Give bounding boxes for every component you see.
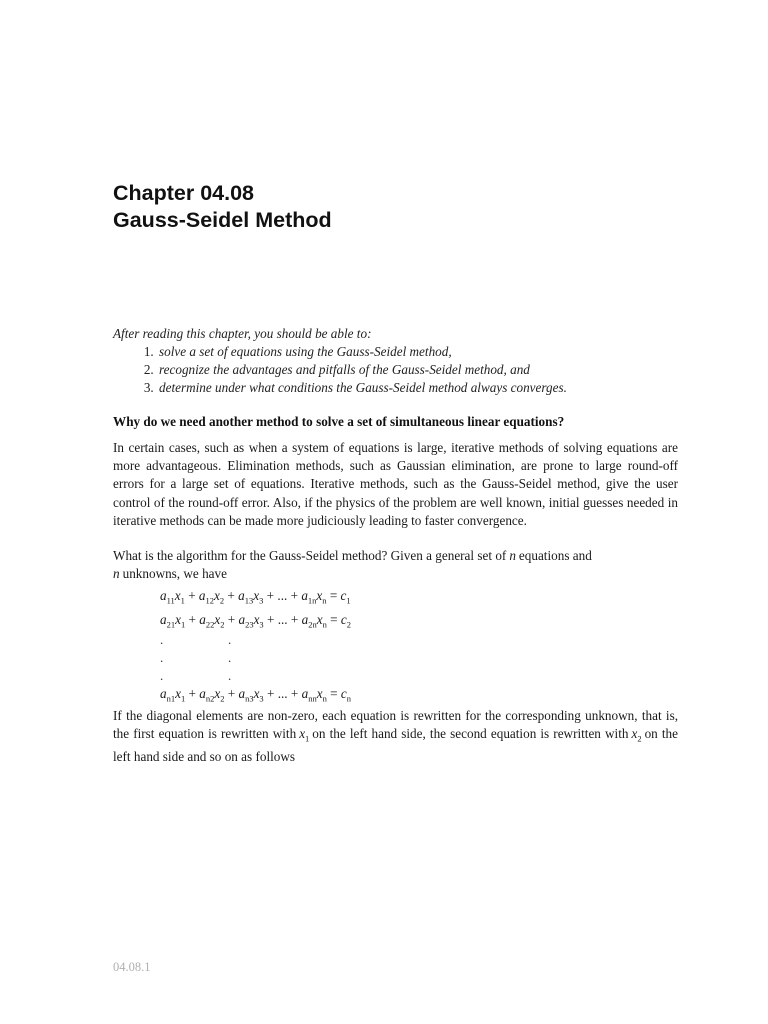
equation-row-2: $a_{21}x_1 + a_{22}x_2 + a_{23}x_3$ + ... + $a_{2n}x_n = c_2$ [160, 612, 351, 630]
objectives-intro: After reading this chapter, you should be able to: [113, 326, 372, 341]
paragraph-rewrite [113, 707, 678, 766]
paragraph-motivation: In certain cases, such as when a system of equations is large, iterative methods of solving equations are more advantageous. Elimination methods, such as Gaussian elimination, are prone to large round-off errors for a large set of equations. Iterative methods, such as the Gauss-Seidel method, give the user control of the round-off error. Also, if the physics of the problem are well known, initial guesses needed in iterative methods can be made more judiciously leading to faster convergence. [113, 440, 678, 528]
chapter-heading [113, 180, 332, 234]
paragraph-algorithm [113, 547, 678, 583]
variable-n: n [113, 566, 120, 582]
chapter-number: Chapter 04.08 [113, 181, 255, 205]
equation-row-n: $a_{n1}x_1 + a_{n2}x_2 + a_{n3}x_3$ + ... + $a_{nn}x_n = c_n$ [160, 686, 351, 704]
text-run: If the diagonal elements are non-zero, each equation is rewritten for the corresponding unknown, that is, the first equation is rewritten with [113, 708, 678, 742]
equation-row-1: $a_{11}x_1 + a_{12}x_2 + a_{13}x_3$ + ... + $a_{1n}x_n = c_1$ [160, 588, 351, 606]
text-run: equations and [518, 548, 592, 563]
vertical-ellipsis-dot: . . [160, 650, 232, 665]
variable-x1: $x_1$ [299, 726, 310, 744]
chapter-title: Gauss-Seidel Method [113, 208, 332, 232]
text-run: on the left hand side, the second equation is rewritten with [312, 726, 629, 742]
objective-item: 1. solve a set of equations using the Gauss-Seidel method, [157, 343, 567, 361]
variable-n: n [509, 548, 516, 563]
objectives-list [113, 343, 567, 397]
objective-item: 2. recognize the advantages and pitfalls of the Gauss-Seidel method, and [157, 361, 567, 379]
page-number: 04.08.1 [113, 960, 151, 974]
vertical-ellipsis-dot: . . [160, 632, 232, 647]
text-run: What is the algorithm for the Gauss-Seidel method? Given a general set of [113, 548, 507, 563]
vertical-ellipsis-dot: . . [160, 668, 232, 683]
text-run: unknowns, we have [122, 566, 227, 582]
learning-objectives [113, 325, 567, 397]
variable-x2: $x_2$ [631, 726, 642, 744]
text-run: on the left hand side and so on as follows [113, 726, 678, 765]
section-question: Why do we need another method to solve a set of simultaneous linear equations? [113, 414, 565, 429]
objective-item: 3. determine under what conditions the Gauss-Seidel method always converges. [157, 379, 567, 397]
